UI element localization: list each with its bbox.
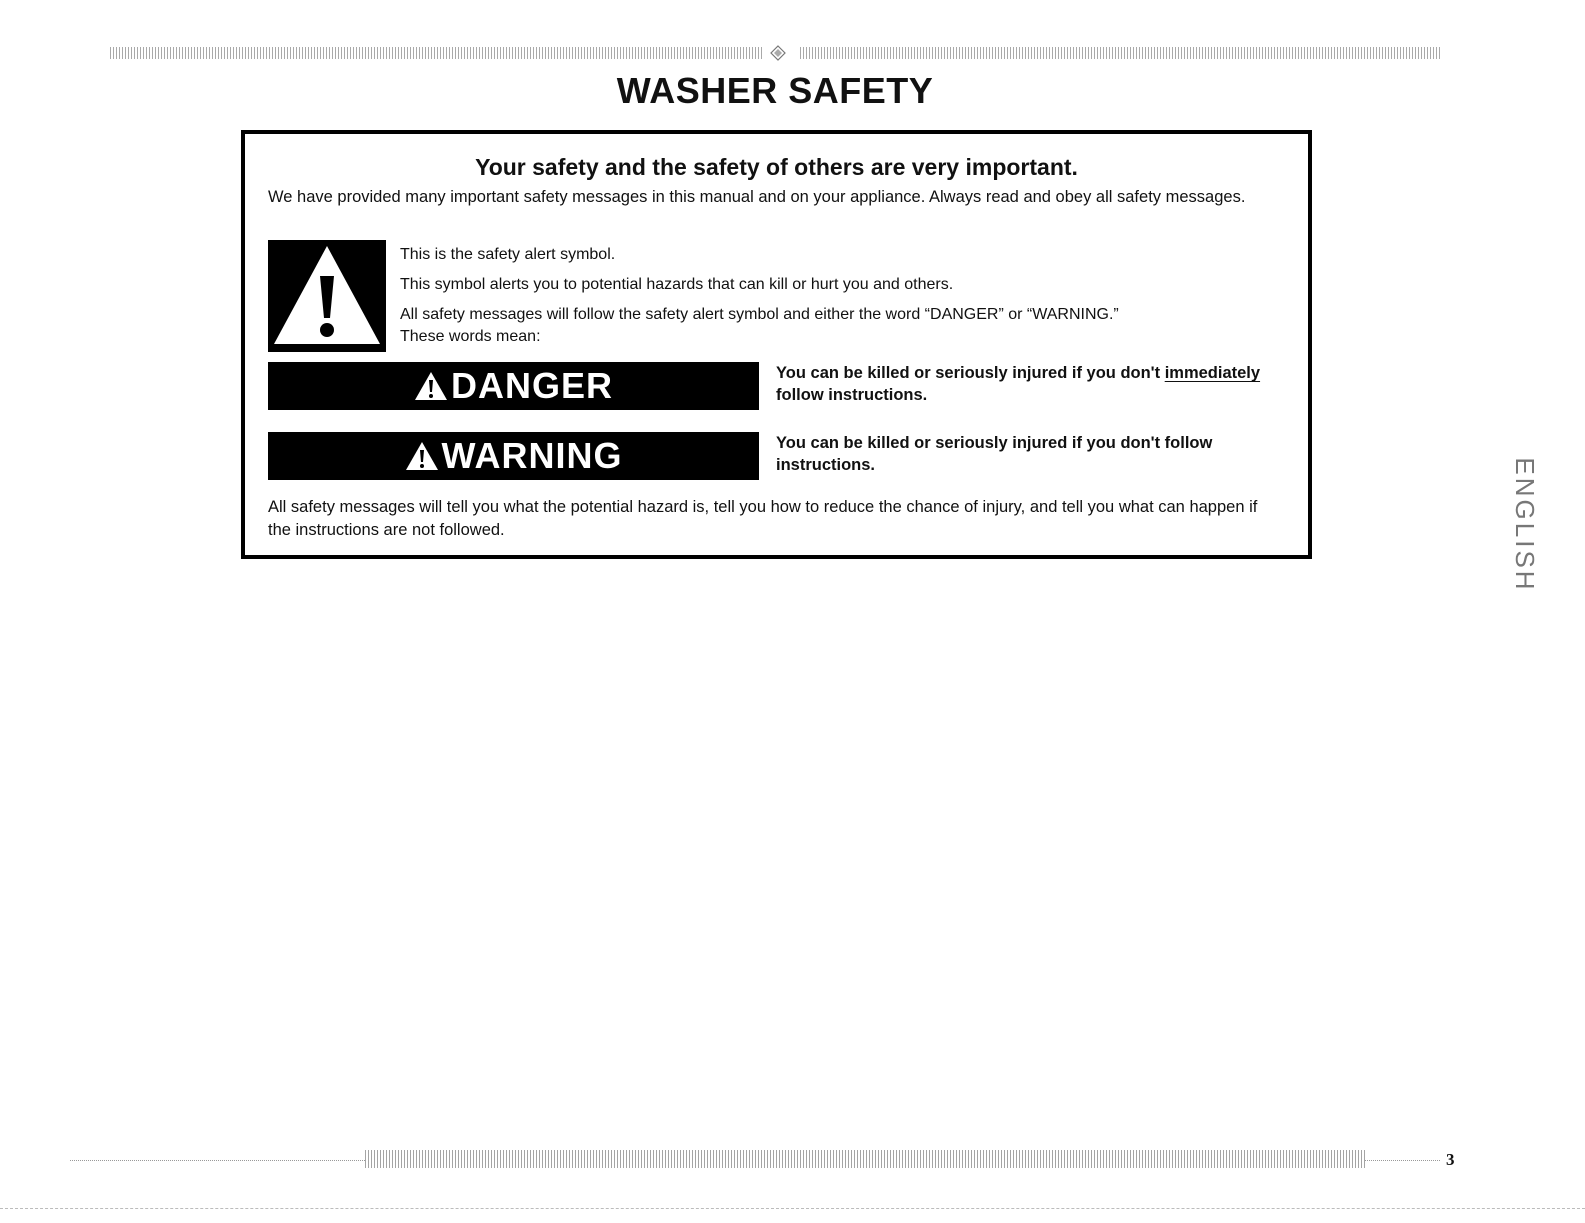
page-number: 3: [1446, 1150, 1455, 1169]
danger-desc-text: You can be killed or seriously injured if you don't: [776, 364, 1165, 382]
safety-intro: We have provided many important safety messages in this manual and on your appliance. Always read and obey all safety messages.: [268, 188, 1246, 206]
language-side-tab: ENGLISH: [1510, 457, 1540, 593]
header-rule-right: [800, 47, 1440, 59]
danger-signal-bar: [268, 362, 759, 410]
alert-triangle-icon: [405, 441, 439, 471]
warning-description: You can be killed or seriously injured if you don't follow instructions.: [776, 434, 1213, 474]
diamond-ornament-icon: [770, 45, 786, 61]
danger-desc-text-end: follow instructions.: [776, 386, 928, 404]
header-rule-left: [110, 47, 762, 59]
safety-alert-icon: [268, 240, 386, 352]
safety-heading: Your safety and the safety of others are very important.: [475, 154, 1078, 180]
footer-dots-left: [70, 1160, 365, 1162]
safety-notice-box: [241, 130, 1312, 559]
alert-triangle-icon: [414, 371, 448, 401]
warning-label: WARNING: [441, 435, 623, 476]
alert-line: This symbol alerts you to potential hazards that can kill or hurt you and others.: [400, 276, 954, 293]
danger-desc-emphasis: immediately: [1164, 364, 1261, 382]
alert-symbol-explanation: [400, 244, 1280, 356]
danger-description: [776, 362, 1306, 406]
alert-line: All safety messages will follow the safety alert symbol and either the word “DANGER” or “WARNING.”: [400, 306, 1119, 323]
footer-rule: [365, 1150, 1365, 1168]
alert-line: These words mean:: [400, 328, 541, 345]
safety-closing: All safety messages will tell you what the potential hazard is, tell you how to reduce the chance of injury, and tell you what can happen if the instructions are not followed.: [268, 498, 1258, 539]
footer-dots-right: [1365, 1160, 1440, 1162]
page-title: WASHER SAFETY: [616, 70, 934, 111]
danger-label: DANGER: [450, 365, 613, 406]
warning-signal-bar: [268, 432, 759, 480]
alert-line: This is the safety alert symbol.: [400, 246, 616, 263]
page-bottom-edge: [0, 1208, 1585, 1209]
